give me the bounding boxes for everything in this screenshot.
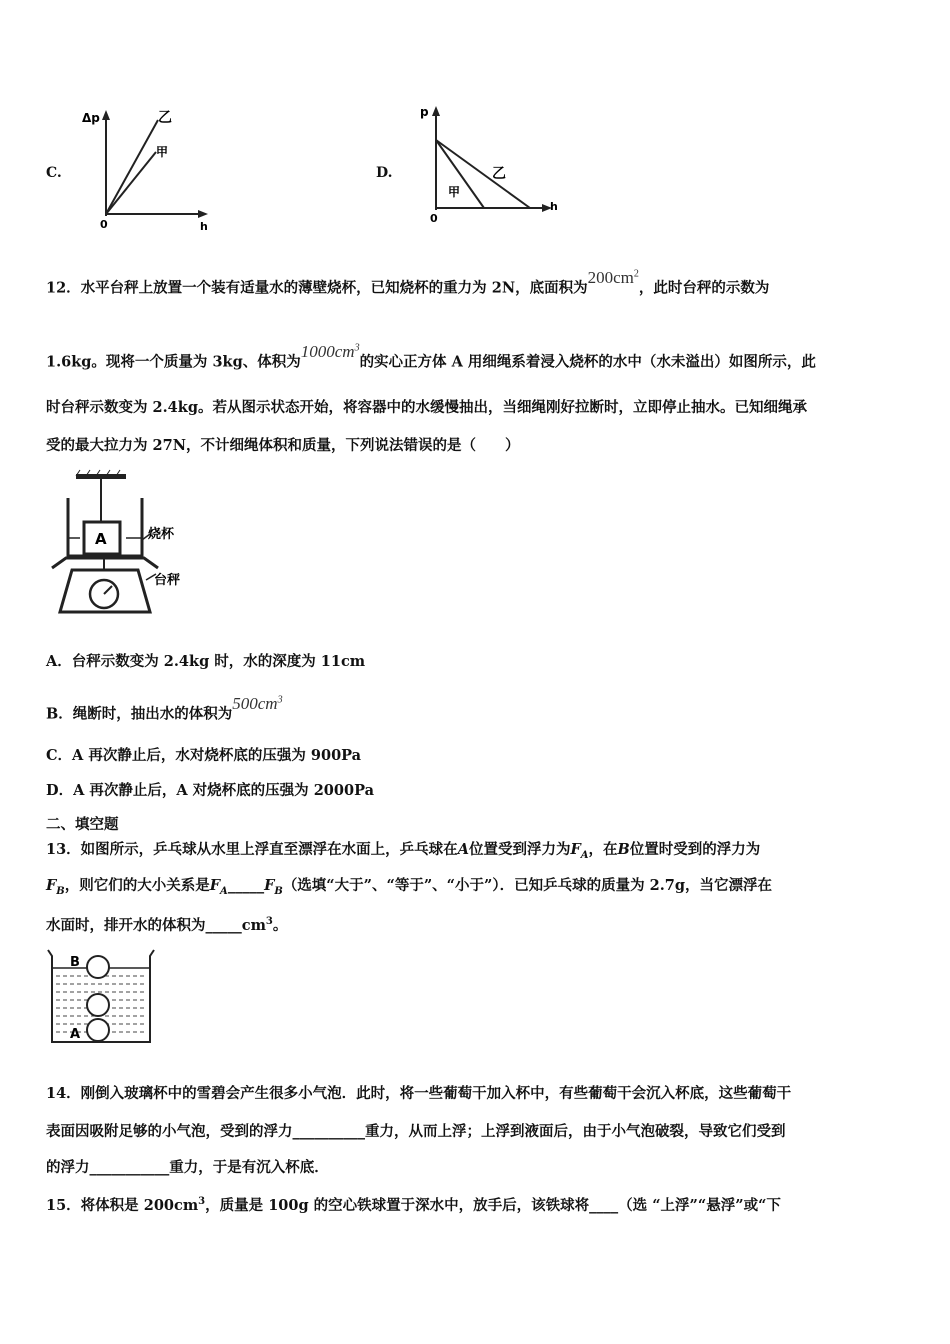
q12-option-b: B．绳断时，抽出水的体积为$500cm^3$ [46,693,283,723]
q12-line3: 时台秤示数变为 2.4kg。若从图示状态开始，将容器中的水缓慢抽出，当细绳刚好拉断时，立即停止抽水。已知细绳承 [46,399,807,416]
c-line1-label: 乙 [158,110,172,126]
q12-option-a: A．台秤示数变为 2.4kg 时，水的深度为 11cm [46,653,366,670]
c-y-label: Δp [82,111,100,125]
q13-line2: $F_B$，则它们的大小关系是$F_A\_\_\_\_\_F_B$（选填“大于”、“等于”、“小于”）．已知乒乓球的质量为 2.7g，当它漂浮在 [46,877,773,897]
q14-line1: 14．刚倒入玻璃杯中的雪碧会产生很多小气泡．此时，将一些葡萄干加入杯中，有些葡萄干会沉入杯底，这些葡萄干 [46,1085,792,1102]
q13-line1: 13．如图所示，乒乓球从水里上浮直至漂浮在水面上，乒乓球在A位置受到浮力为$F_A$，在B位置时受到的浮力为 [46,841,761,861]
q13-blank2[interactable]: _____ [205,916,242,934]
q12-line2: 1.6kg。现将一个质量为 3kg、体积为$1000cm^3$的实心正方体 A 用细绳系着浸入烧杯的水中（水未溢出）如图所示，此 [46,341,816,371]
d-line2-label: 甲 [448,185,461,199]
option-c-graph [78,104,208,233]
c-y-arrow [102,110,110,120]
d-y-label: p [420,105,429,119]
beaker-label: 烧杯 [148,527,175,542]
c-x-label: h [200,220,208,233]
q12-figure [46,470,196,620]
ceiling [76,474,126,479]
q12-volume: $1000cm^3$ [300,341,360,361]
q12-option-d: D．A 再次静止后，A 对烧杯底的压强为 2000Pa [46,782,374,799]
d-origin-label: 0 [430,212,438,225]
q15-line1: 15．将体积是 $200cm^3$，质量是 100g 的空心铁球置于深水中，放手后，该铁球将____（选 “上浮”“悬浮”或“下 [46,1196,781,1214]
c-x-arrow [198,210,208,218]
d-y-arrow [432,106,440,116]
q12-line1: 12．水平台秤上放置一个装有适量水的薄壁烧杯，已知烧杯的重力为 2N，底面积为$200cm^2$，此时台秤的示数为 [46,267,770,297]
scale-label: 台秤 [154,573,181,588]
q12-option-b-value: $500cm^3$ [232,693,283,713]
label-b: B [70,955,80,970]
ball-b [87,956,109,978]
q14-blank1[interactable]: __________ [292,1123,365,1140]
q14-blank2[interactable]: ___________ [89,1159,170,1176]
c-line2-label: 甲 [156,145,169,159]
option-d-graph [412,104,558,225]
q12-option-c: C．A 再次静止后，水对烧杯底的压强为 900Pa [46,747,362,764]
q12-area: $200cm^2$ [587,267,639,287]
label-a: A [70,1027,81,1042]
option-c-label: C. [46,165,62,181]
scale-body [60,570,150,612]
d-x-label: h [550,200,558,213]
c-line-yi [106,120,158,214]
q13-blank1[interactable]: _____ [227,877,265,894]
block-a-label: A [95,530,107,548]
q14-line3: 的浮力___________重力，于是有沉入杯底． [46,1159,329,1176]
c-origin-label: 0 [100,218,108,231]
section2-title: 二、填空题 [46,816,119,833]
c-line-jia [106,152,156,214]
ball-a [87,1019,109,1041]
d-line1-label: 乙 [492,166,506,182]
q14-line2: 表面因吸附足够的小气泡，受到的浮力__________重力，从而上浮；上浮到液面后，由于小气泡破裂，导致它们受到 [46,1123,786,1140]
q15-blank[interactable]: ____ [589,1196,619,1214]
option-d-label: D. [376,165,393,181]
ball-middle [87,994,109,1016]
q12-line4: 受的最大拉力为 27N，不计细绳体积和质量，下列说法错误的是（ ） [46,437,520,454]
q13-line3: 水面时，排开水的体积为$\_\_\_\_\_cm^3$。 [46,916,288,934]
q13-figure [46,946,156,1050]
